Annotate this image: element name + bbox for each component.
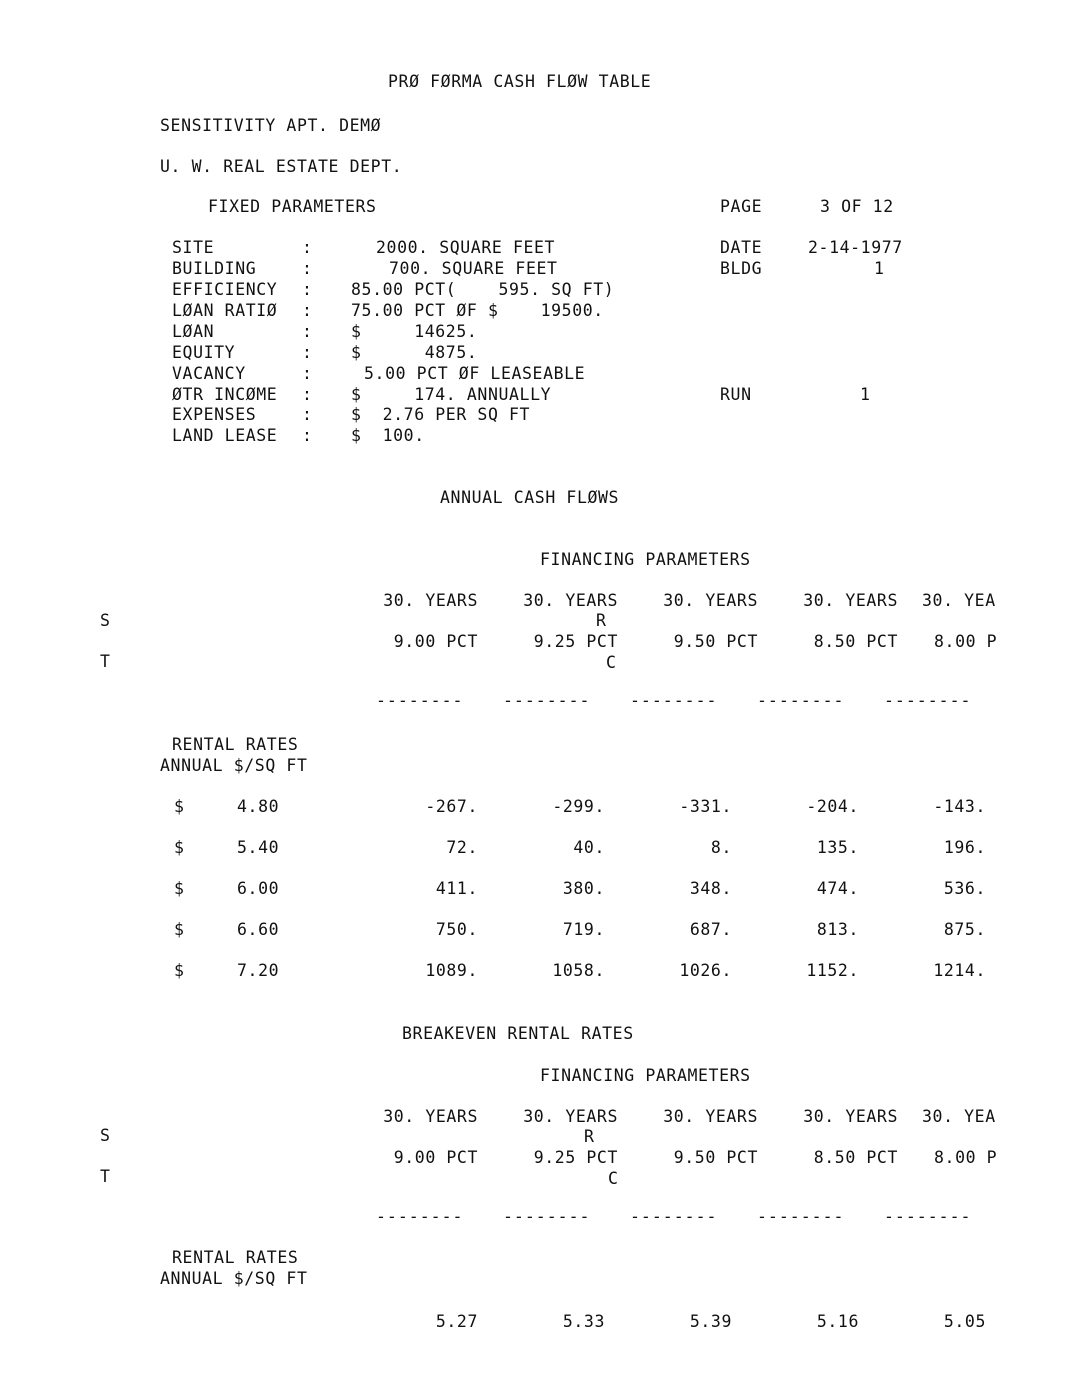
marker-r: R xyxy=(596,611,607,630)
cash-flow-value: 1089. xyxy=(425,961,478,980)
column-rule: -------- xyxy=(376,1207,464,1226)
cash-flow-value: 687. xyxy=(689,920,732,939)
loan-term: 30. YEA xyxy=(922,591,996,610)
breakeven-value: 5.33 xyxy=(562,1312,605,1331)
interest-rate: 8.50 PCT xyxy=(813,632,898,651)
rental-rate: 4.80 xyxy=(237,797,280,816)
param-label: EXPENSES xyxy=(172,405,257,424)
currency-symbol: $ xyxy=(174,838,185,857)
cash-flow-value: 72. xyxy=(446,838,478,857)
param-label: ØTR INCØME xyxy=(172,385,278,404)
cash-flow-value: 1214. xyxy=(933,961,986,980)
param-colon: : xyxy=(302,426,313,445)
financing-parameters-heading: FINANCING PARAMETERS xyxy=(540,550,751,569)
interest-rate: 8.00 P xyxy=(934,632,998,651)
column-rule: -------- xyxy=(630,691,718,710)
param-colon: : xyxy=(302,405,313,424)
loan-term: 30. YEARS xyxy=(383,591,478,610)
param-value: 2000. SQUARE FEET xyxy=(376,238,556,257)
margin-letter-t: T xyxy=(100,652,111,671)
cash-flow-value: -267. xyxy=(425,797,478,816)
cash-flow-value: 380. xyxy=(562,879,605,898)
department: U. W. REAL ESTATE DEPT. xyxy=(160,157,403,176)
bldg-label: BLDG xyxy=(720,259,763,278)
param-value: $ 2.76 PER SQ FT xyxy=(351,405,531,424)
loan-term: 30. YEA xyxy=(922,1107,996,1126)
cash-flow-value: -331. xyxy=(679,797,732,816)
cash-flow-value: 135. xyxy=(816,838,859,857)
fixed-parameters-heading: FIXED PARAMETERS xyxy=(208,197,377,216)
cash-flow-value: 411. xyxy=(435,879,478,898)
interest-rate: 9.25 PCT xyxy=(533,632,618,651)
param-label: VACANCY xyxy=(172,364,246,383)
param-colon: : xyxy=(302,364,313,383)
currency-symbol: $ xyxy=(174,879,185,898)
loan-term: 30. YEARS xyxy=(523,591,618,610)
margin-letter-s: S xyxy=(100,1126,111,1145)
param-value: $ 14625. xyxy=(351,322,478,341)
cash-flow-value: -204. xyxy=(806,797,859,816)
column-rule: -------- xyxy=(757,691,845,710)
bldg-value: 1 xyxy=(874,259,885,278)
param-label: EQUITY xyxy=(172,343,236,362)
param-label: LAND LEASE xyxy=(172,426,278,445)
interest-rate: 9.50 PCT xyxy=(673,632,758,651)
breakeven-heading: BREAKEVEN RENTAL RATES xyxy=(402,1024,634,1043)
cash-flow-value: 40. xyxy=(573,838,605,857)
marker-r: R xyxy=(584,1127,595,1146)
param-colon: : xyxy=(302,238,313,257)
column-rule: -------- xyxy=(630,1207,718,1226)
cash-flow-value: 474. xyxy=(816,879,859,898)
column-rule: -------- xyxy=(884,1207,972,1226)
loan-term: 30. YEARS xyxy=(523,1107,618,1126)
date-value: 2-14-1977 xyxy=(808,238,903,257)
marker-c: C xyxy=(606,653,617,672)
currency-symbol: $ xyxy=(174,797,185,816)
param-label: LØAN RATIØ xyxy=(172,301,278,320)
cash-flow-value: 1026. xyxy=(679,961,732,980)
cash-flow-value: -143. xyxy=(933,797,986,816)
column-rule: -------- xyxy=(884,691,972,710)
run-label: RUN xyxy=(720,385,752,404)
interest-rate: 9.50 PCT xyxy=(673,1148,758,1167)
annual-cash-flows-heading: ANNUAL CASH FLØWS xyxy=(440,488,620,507)
page-title: PRØ FØRMA CASH FLØW TABLE xyxy=(388,72,652,91)
column-rule: -------- xyxy=(503,691,591,710)
param-value: $ 174. ANNUALLY xyxy=(351,385,552,404)
cash-flow-value: 719. xyxy=(562,920,605,939)
cash-flow-value: 1152. xyxy=(806,961,859,980)
rental-rate: 6.60 xyxy=(237,920,280,939)
param-value: $ 100. xyxy=(351,426,425,445)
margin-letter-t: T xyxy=(100,1167,111,1186)
column-rule: -------- xyxy=(757,1207,845,1226)
param-value: 85.00 PCT( 595. SQ FT) xyxy=(351,280,615,299)
column-rule: -------- xyxy=(503,1207,591,1226)
param-colon: : xyxy=(302,280,313,299)
run-value: 1 xyxy=(860,385,871,404)
interest-rate: 9.00 PCT xyxy=(393,1148,478,1167)
cash-flow-value: 8. xyxy=(710,838,732,857)
param-colon: : xyxy=(302,259,313,278)
rental-rate: 6.00 xyxy=(237,879,280,898)
breakeven-value: 5.39 xyxy=(689,1312,732,1331)
cash-flow-value: 875. xyxy=(943,920,986,939)
loan-term: 30. YEARS xyxy=(663,1107,758,1126)
cash-flow-value: 196. xyxy=(943,838,986,857)
param-colon: : xyxy=(302,301,313,320)
param-value: 75.00 PCT ØF $ 19500. xyxy=(351,301,604,320)
cash-flow-value: 536. xyxy=(943,879,986,898)
param-value: 5.00 PCT ØF LEASEABLE xyxy=(364,364,586,383)
cash-flow-value: -299. xyxy=(552,797,605,816)
project-name: SENSITIVITY APT. DEMØ xyxy=(160,116,382,135)
param-value: 700. SQUARE FEET xyxy=(389,259,558,278)
param-label: EFFICIENCY xyxy=(172,280,278,299)
margin-letter-s: S xyxy=(100,611,111,630)
param-colon: : xyxy=(302,322,313,341)
breakeven-value: 5.16 xyxy=(816,1312,859,1331)
date-label: DATE xyxy=(720,238,763,257)
cash-flow-value: 813. xyxy=(816,920,859,939)
param-label: LØAN xyxy=(172,322,215,341)
interest-rate: 8.00 P xyxy=(934,1148,998,1167)
interest-rate: 9.25 PCT xyxy=(533,1148,618,1167)
param-label: SITE xyxy=(172,238,215,257)
rental-rate: 5.40 xyxy=(237,838,280,857)
loan-term: 30. YEARS xyxy=(803,1107,898,1126)
breakeven-value: 5.05 xyxy=(943,1312,986,1331)
breakeven-value: 5.27 xyxy=(435,1312,478,1331)
currency-symbol: $ xyxy=(174,920,185,939)
page-label: PAGE xyxy=(720,197,763,216)
param-label: BUILDING xyxy=(172,259,257,278)
cash-flow-value: 750. xyxy=(435,920,478,939)
param-value: $ 4875. xyxy=(351,343,478,362)
rental-rates-unit-label: ANNUAL $/SQ FT xyxy=(160,756,308,775)
rental-rate: 7.20 xyxy=(237,961,280,980)
interest-rate: 9.00 PCT xyxy=(393,632,478,651)
currency-symbol: $ xyxy=(174,961,185,980)
page-number: 3 OF 12 xyxy=(820,197,894,216)
cash-flow-value: 348. xyxy=(689,879,732,898)
marker-c: C xyxy=(608,1169,619,1188)
rental-rates-unit-label: ANNUAL $/SQ FT xyxy=(160,1269,308,1288)
param-colon: : xyxy=(302,385,313,404)
rental-rates-label: RENTAL RATES xyxy=(172,1248,299,1267)
interest-rate: 8.50 PCT xyxy=(813,1148,898,1167)
loan-term: 30. YEARS xyxy=(383,1107,478,1126)
param-colon: : xyxy=(302,343,313,362)
column-rule: -------- xyxy=(376,691,464,710)
loan-term: 30. YEARS xyxy=(663,591,758,610)
loan-term: 30. YEARS xyxy=(803,591,898,610)
rental-rates-label: RENTAL RATES xyxy=(172,735,299,754)
financing-parameters-heading: FINANCING PARAMETERS xyxy=(540,1066,751,1085)
cash-flow-value: 1058. xyxy=(552,961,605,980)
